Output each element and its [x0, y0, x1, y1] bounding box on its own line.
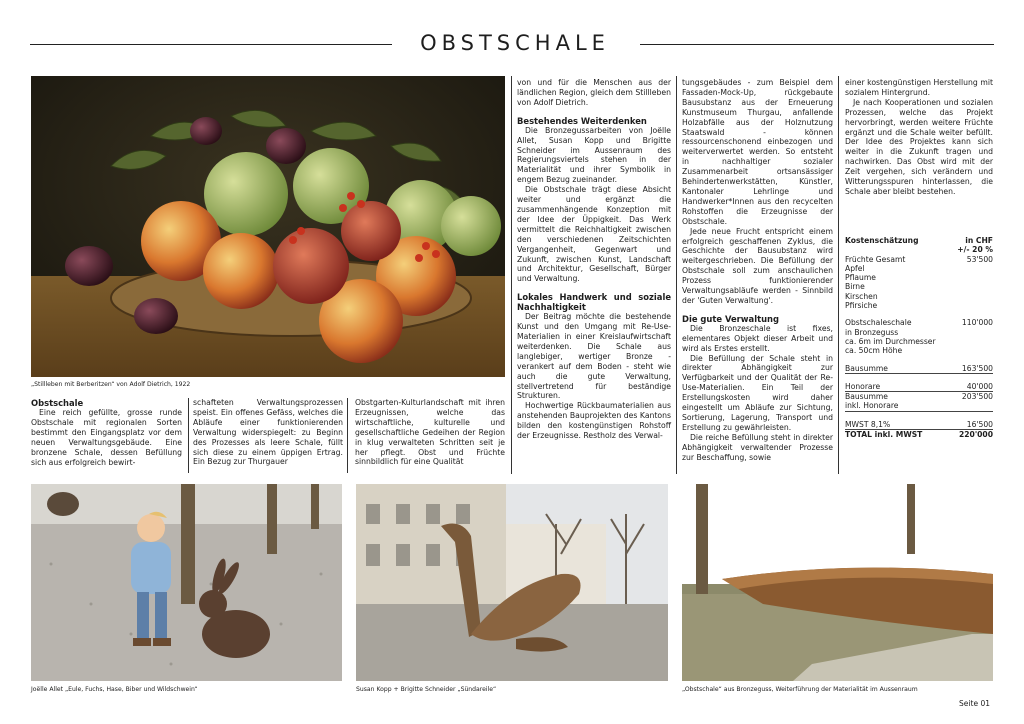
body-text: Der Beitrag möchte die bestehende Kunst und den Umgang mit Re-Use-Materialien in einer Kreislaufwirtschaft weiterdenken. Die Schale aus langlebiger, wertiger Bronze - verankert auf dem Boden - steht wie auch die gute Verwaltung, stellvertretend für beständige Strukturen.	[517, 312, 671, 401]
still-life-painting	[31, 76, 505, 377]
section-heading-obstschale: Obstschale	[31, 398, 84, 408]
photo-bronze-bowl-graphic	[682, 484, 993, 681]
cost-label: Bausumme	[845, 392, 888, 402]
cost-label: Obstschaleschale	[845, 318, 912, 328]
cost-total-value: 220'000	[958, 430, 993, 440]
body-text: Die Bronzegussarbeiten von Joëlle Allet, Susan Kopp und Brigitte Schneider im Aussenraum des Regierungsviertels stehen in der Materialität und ihrer Symbolik in engem Bezug zueinander.	[517, 125, 671, 185]
cost-label: MWST 8,1%	[845, 419, 891, 429]
column-divider	[676, 76, 677, 474]
title-rule-left	[30, 44, 392, 45]
cost-value: 163'500	[961, 363, 993, 373]
photo-bronze-shoe	[356, 484, 668, 681]
cost-item: Kirschen	[845, 291, 878, 301]
column-3	[517, 78, 671, 441]
cost-item: ca. 6m im Durchmesser	[845, 336, 936, 346]
body-text: Jede neue Frucht entspricht einem erfolgreich geschaffenen Zyklus, die Geschichte der Bausubstanz wird weitergeschrieben. Die Befüllung der Obstschale soll zum anschaulichen Prozess funktionierender Verwaltungsabläufe werden - Sinnbild der 'Guten Verwaltung'.	[682, 226, 833, 305]
cost-label: Honorare	[845, 381, 881, 391]
photo-bronze-bowl	[682, 484, 993, 681]
title-rule-right	[640, 44, 994, 45]
body-text: von und für die Menschen aus der ländlichen Region, gleich dem Stillleben von Adolf Dietrich.	[517, 78, 671, 107]
cost-tolerance: +/- 20 %	[957, 245, 993, 255]
cost-item: inkl. Honorare	[845, 401, 993, 411]
cost-item: Pflaume	[845, 273, 876, 283]
photo1-caption: Joëlle Allet „Eule, Fuchs, Hase, Biber und Wildschwein“	[31, 686, 198, 693]
body-text: schafteten Verwaltungsprozessen speist. Ein offenes Gefäss, welches die Abläufe einer funktionierenden Verwaltung widerspiegelt: zu Beginn des Prozesses als leere Schale, füllt sich diese zu einem üppigen Ertrag. Ein Bezug zur Thurgauer	[193, 398, 343, 467]
section-heading-bestehendes: Bestehendes Weiterdenken	[517, 115, 647, 126]
column-divider	[347, 398, 348, 473]
column-divider	[838, 76, 839, 474]
body-text: Die Befüllung der Schale steht in direkter Abhängigkeit zur Verfügbarkeit und der Qualität der Re-Use-Materialien. Ein Teil der Erstellungskosten wird daher eingestellt um Abläufe zur Sichtung, Sortierung, Lagerung, Transport und Erstellung zu gewährleisten.	[682, 353, 833, 432]
cost-value: 16'500	[966, 419, 993, 429]
cost-value: 40'000	[966, 381, 993, 391]
photo3-caption: „Obstschale“ aus Bronzeguss, Weiterführung der Materialität im Aussenraum	[682, 686, 918, 693]
body-text: Die Obstschale trägt diese Absicht weiter und ergänzt die zusammenhängende Konzeption mit der Idee der Üppigkeit. Das Werk vermittelt die Reichhaltigkeit zwischen den verschiedenen Zeitschichten Vergangenheit, Gegenwart und Zukunft, zwischen Kunst, Landschaft und Architektur, Gesellschaft, Bürger und Verwaltung.	[517, 185, 671, 284]
body-text: tungsgebäudes - zum Beispiel dem Fassaden-Mock-Up, rückgebaute Bausubstanz aus der Erneuerung Kunstmuseum Thurgau, anfallende Holzabfälle aus der Holznutzung Staatswald - können ressourcenschonend einbezogen und weiterverwertet werden. So entsteht in nachhaltiger sozialer Zusammenarbeit ortsansässiger Behindertenwerkstätten, Künstler, Kantonaler Lehrlinge und Handwerker*Innen aus den recycelten Rohstoffen die Erzeugnisse der Obstschale.	[682, 78, 833, 226]
section-heading-gute-verwaltung: Die gute Verwaltung	[682, 313, 779, 324]
cost-item: Apfel	[845, 263, 865, 273]
cost-label: Bausumme	[845, 363, 888, 373]
cost-item: ca. 50cm Höhe	[845, 346, 903, 356]
photo2-caption: Susan Kopp + Brigitte Schneider „Sündareile“	[356, 686, 497, 693]
section-heading-handwerk: Lokales Handwerk und soziale Nachhaltigkeit	[517, 292, 671, 313]
column-2	[193, 398, 343, 467]
still-life-painting-graphic	[31, 76, 505, 377]
column-4	[682, 78, 833, 463]
body-text: Hochwertige Rückbaumaterialien aus anstehenden Bauprojekten des Kantons bilden den kostengünstigen Rohstoff der Erzeugnisse. Restholz des Verwal-	[517, 401, 671, 441]
column-divider	[188, 398, 189, 473]
body-text: Je nach Kooperationen und sozialen Prozessen, welche das Projekt hervorbringt, werden weitere Früchte ergänzt und die Schale weiter befüllt. Der Idee des Projektes kann sich weiter in die Zukunft tragen und nachwirken. Das Obst wird mit der Zeit vergehen, sich verändern und Witterungsspuren hinterlassen, die Schale aber bleibt bestehen.	[845, 97, 993, 196]
cost-value: 53'500	[966, 254, 993, 264]
painting-caption: „Stillleben mit Berberitzen“ von Adolf Dietrich, 1922	[31, 381, 191, 388]
cost-item: in Bronzeguss	[845, 327, 899, 337]
cost-heading: Kostenschätzung	[845, 236, 919, 245]
column-divider	[511, 76, 512, 474]
photo-bronze-shoe-graphic	[356, 484, 668, 681]
column-1	[31, 398, 182, 467]
cost-item: Pfirsiche	[845, 301, 878, 311]
page-title: OBSTSCHALE	[420, 31, 610, 55]
page-number: Seite 01	[959, 699, 990, 708]
column-5	[845, 78, 993, 197]
body-text: Eine reich gefüllte, grosse runde Obstschale mit regionalen Sorten bestimmt den Eingangsplatz vor dem neuen Verwaltungsgebäude. Eine bronzene Schale, dessen Befüllung sich aus erfolgreich bewirt-	[31, 408, 182, 467]
cost-currency: in CHF	[965, 236, 993, 245]
body-text: Obstgarten-Kulturlandschaft mit ihren Erzeugnissen, welche das wirtschaftliche, kulturelle und gesellschaftliche Gedeihen der Region in klug verwalteten Schritten seit je her pflegt. Obst und Früchte sinnbildlich für eine Qualität	[355, 398, 505, 467]
photo-child-with-hare	[31, 484, 342, 681]
cost-item: Birne	[845, 282, 865, 292]
cost-total-label: TOTAL inkl. MWST	[845, 430, 923, 440]
cost-label: Früchte Gesamt	[845, 254, 906, 264]
cost-estimate-table	[845, 236, 993, 439]
body-text: Die Bronzeschale ist fixes, elementares Objekt dieser Arbeit und wird als Erstes erstellt.	[682, 323, 833, 353]
photo-child-with-hare-graphic	[31, 484, 342, 681]
column-2b	[355, 398, 505, 467]
cost-value: 110'000	[961, 318, 993, 328]
cost-value: 203'500	[961, 392, 993, 402]
body-text: Die reiche Befüllung steht in direkter Abhängigkeit verwaltender Prozesse zur Beschaffung, sowie	[682, 432, 833, 462]
body-text: einer kostengünstigen Herstellung mit sozialem Hintergrund.	[845, 78, 993, 97]
